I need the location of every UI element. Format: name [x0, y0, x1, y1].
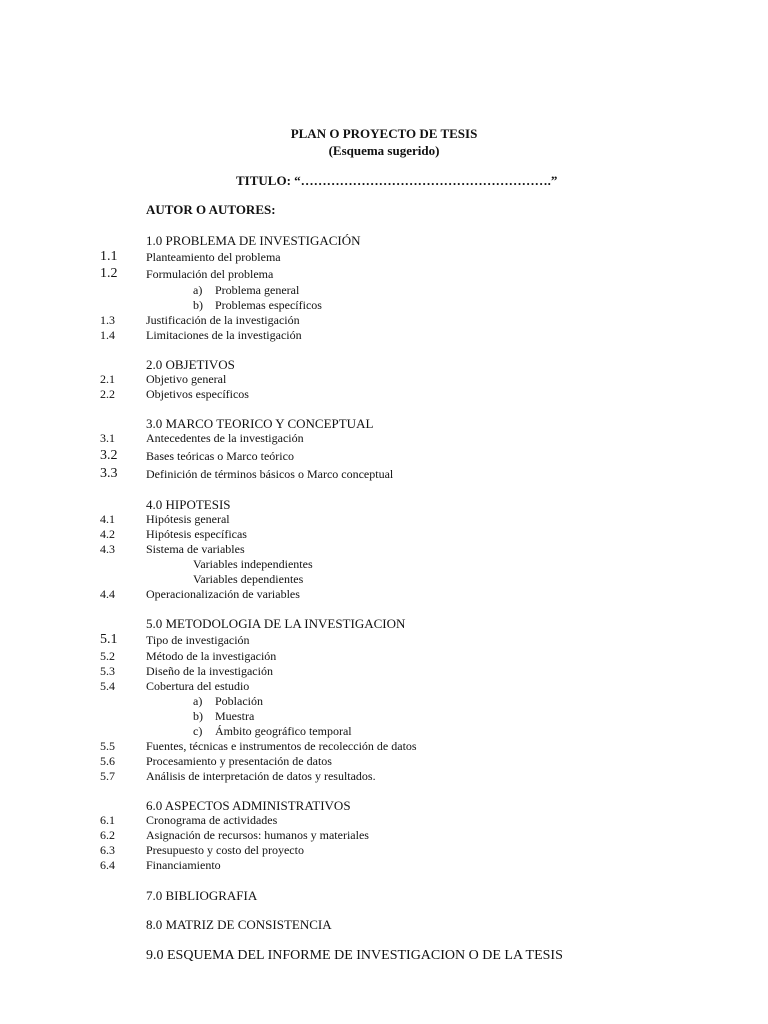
- item-label: Objetivo general: [146, 372, 227, 386]
- variable-label: Variables dependientes: [193, 572, 304, 586]
- item-label: Formulación del problema: [146, 267, 274, 281]
- authors-line: AUTOR O AUTORES:: [146, 202, 276, 217]
- item-label: Análisis de interpretación de datos y resultados.: [146, 769, 376, 783]
- item-label: Cobertura del estudio: [146, 679, 250, 693]
- item-number: 1.1: [100, 249, 118, 264]
- section-heading: 8.0 MATRIZ DE CONSISTENCIA: [146, 917, 332, 932]
- item-label: Sistema de variables: [146, 542, 245, 556]
- item-number: 6.3: [100, 843, 115, 857]
- sub-item-label: Problema general: [215, 283, 300, 297]
- document-subtitle: (Esquema sugerido): [328, 143, 440, 158]
- item-label: Procesamiento y presentación de datos: [146, 754, 332, 768]
- section-heading: 5.0 METODOLOGIA DE LA INVESTIGACION: [146, 616, 406, 631]
- item-label: Definición de términos básicos o Marco conceptual: [146, 467, 394, 481]
- item-number: 5.5: [100, 739, 115, 753]
- item-number: 1.3: [100, 313, 115, 327]
- item-label: Fuentes, técnicas e instrumentos de recolección de datos: [146, 739, 417, 753]
- item-label: Antecedentes de la investigación: [146, 431, 304, 445]
- item-number: 1.2: [100, 266, 118, 281]
- item-number: 1.4: [100, 328, 115, 342]
- section-heading: 7.0 BIBLIOGRAFIA: [146, 888, 258, 903]
- section-heading: 9.0 ESQUEMA DEL INFORME DE INVESTIGACION O DE LA TESIS: [146, 948, 563, 963]
- item-number: 6.4: [100, 858, 115, 872]
- item-label: Cronograma de actividades: [146, 813, 278, 827]
- item-label: Bases teóricas o Marco teórico: [146, 449, 294, 463]
- item-label: Tipo de investigación: [146, 633, 250, 647]
- item-label: Limitaciones de la investigación: [146, 328, 302, 342]
- item-number: 6.1: [100, 813, 115, 827]
- item-label: Hipótesis general: [146, 512, 230, 526]
- item-number: 6.2: [100, 828, 115, 842]
- section-heading: 6.0 ASPECTOS ADMINISTRATIVOS: [146, 798, 351, 813]
- item-label: Hipótesis específicas: [146, 527, 247, 541]
- sub-item-letter: b): [193, 298, 203, 312]
- item-number: 3.1: [100, 431, 115, 445]
- sub-item-letter: a): [193, 694, 203, 708]
- item-label: Justificación de la investigación: [146, 313, 300, 327]
- item-number: 5.2: [100, 649, 115, 663]
- item-number: 5.4: [100, 679, 115, 693]
- item-number: 5.6: [100, 754, 115, 768]
- sub-item-letter: c): [193, 724, 203, 738]
- item-number: 5.7: [100, 769, 115, 783]
- section-heading: 3.0 MARCO TEORICO Y CONCEPTUAL: [146, 416, 374, 431]
- sub-item-label: Ámbito geográfico temporal: [215, 724, 352, 738]
- variable-label: Variables independientes: [193, 557, 313, 571]
- item-label: Planteamiento del problema: [146, 250, 281, 264]
- item-label: Asignación de recursos: humanos y materiales: [146, 828, 369, 842]
- section-heading: 1.0 PROBLEMA DE INVESTIGACIÓN: [146, 233, 361, 248]
- item-label: Operacionalización de variables: [146, 587, 300, 601]
- item-number: 4.2: [100, 527, 115, 541]
- item-number: 3.3: [100, 466, 118, 481]
- item-number: 5.3: [100, 664, 115, 678]
- item-number: 5.1: [100, 632, 118, 647]
- item-number: 2.1: [100, 372, 115, 386]
- sub-item-letter: b): [193, 709, 203, 723]
- section-heading: 4.0 HIPOTESIS: [146, 497, 231, 512]
- item-number: 3.2: [100, 448, 118, 463]
- sub-item-label: Población: [215, 694, 263, 708]
- item-number: 4.4: [100, 587, 115, 601]
- item-number: 2.2: [100, 387, 115, 401]
- item-label: Financiamiento: [146, 858, 221, 872]
- item-label: Método de la investigación: [146, 649, 277, 663]
- document-title: PLAN O PROYECTO DE TESIS: [290, 126, 478, 141]
- item-number: 4.1: [100, 512, 115, 526]
- item-label: Diseño de la investigación: [146, 664, 273, 678]
- sub-item-label: Muestra: [215, 709, 255, 723]
- sub-item-letter: a): [193, 283, 203, 297]
- item-label: Objetivos específicos: [146, 387, 249, 401]
- titulo-line: TITULO: “………………………………………………….”: [236, 173, 558, 188]
- item-number: 4.3: [100, 542, 115, 556]
- section-heading: 2.0 OBJETIVOS: [146, 357, 235, 372]
- sub-item-label: Problemas específicos: [215, 298, 322, 312]
- item-label: Presupuesto y costo del proyecto: [146, 843, 304, 857]
